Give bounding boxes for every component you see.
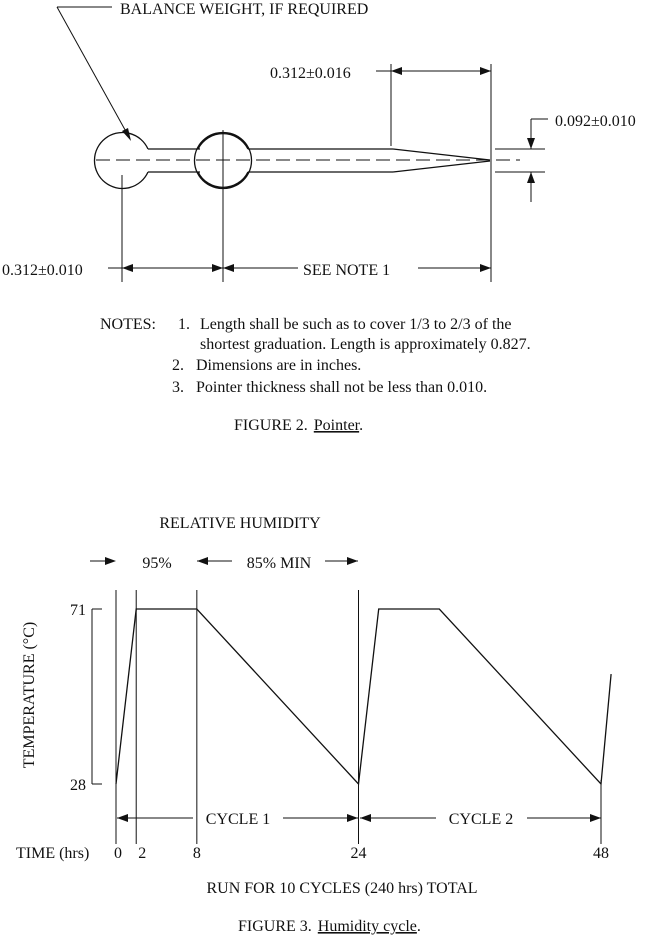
dim-tip-length: 0.312±0.016 — [270, 65, 351, 82]
figure-3-caption-suffix: . — [416, 918, 421, 935]
cycle-1-arrowhead-right — [347, 814, 358, 822]
cycle-1-arrowhead-left — [117, 814, 128, 822]
notes-heading: NOTES: — [100, 316, 156, 333]
cycle-2-label: CYCLE 2 — [448, 811, 514, 828]
figure-3-caption-prefix: FIGURE 3. — [238, 918, 312, 935]
dim-width-arrow-top — [527, 138, 535, 149]
x-tick-label: 48 — [593, 845, 609, 862]
humidity-band-low-arrowhead-right — [347, 557, 358, 565]
x-tick-label: 2 — [138, 845, 147, 862]
humidity-heading: RELATIVE HUMIDITY — [159, 515, 321, 532]
figure-2-caption-suffix: . — [359, 417, 364, 434]
time-markers — [116, 590, 601, 844]
note-1-line-1: Length shall be such as to cover 1/3 to 2/3 of the — [200, 316, 512, 333]
y-tick-label: 28 — [70, 777, 86, 794]
note-3-text: Pointer thickness shall not be less than 0.010. — [196, 379, 488, 396]
temperature-curve — [116, 609, 611, 784]
dim-width: 0.092±0.010 — [555, 113, 636, 130]
dim-length-arrow-left — [223, 264, 234, 272]
x-tick-labels — [114, 845, 609, 862]
dim-pitch-arrow-right — [212, 264, 223, 272]
figure-3-humidity-cycle — [16, 515, 611, 935]
x-tick-label: 8 — [192, 845, 201, 862]
cycle-2-arrowhead-left — [360, 814, 371, 822]
y-axis-label: TEMPERATURE (°C) — [21, 621, 38, 769]
dim-see-note: SEE NOTE 1 — [303, 262, 391, 279]
dim-width-arrow-bottom — [527, 172, 535, 183]
figure-3-caption — [238, 918, 421, 935]
figure-2-caption-title: Pointer — [313, 417, 360, 434]
run-note: RUN FOR 10 CYCLES (240 hrs) TOTAL — [206, 880, 478, 897]
figure-3-caption-title: Humidity cycle — [317, 918, 417, 935]
note-1-line-2: shortest graduation. Length is approximately 0.827. — [200, 336, 531, 353]
cycle-1-label: CYCLE 1 — [205, 811, 271, 828]
note-3-number: 3. — [172, 379, 184, 396]
humidity-band-left-arrowhead — [105, 557, 116, 565]
y-tick-labels — [70, 602, 86, 794]
note-2-number: 2. — [172, 357, 184, 374]
humidity-band-low-arrowhead-left — [197, 557, 208, 565]
dim-tip-arrow-right — [480, 67, 491, 75]
tip-top-edge — [393, 149, 490, 160]
humidity-low: 85% MIN — [246, 555, 312, 572]
callout-arrowhead — [122, 128, 131, 141]
humidity-high: 95% — [142, 555, 172, 572]
x-tick-label: 24 — [350, 845, 367, 862]
callout-balance-weight: BALANCE WEIGHT, IF REQUIRED — [120, 1, 369, 18]
tip-bottom-edge — [393, 161, 490, 172]
x-tick-label: 0 — [114, 845, 122, 862]
y-tick-label: 71 — [70, 602, 86, 619]
cycle-2-arrowhead-right — [590, 814, 601, 822]
dim-tip-arrow-left — [391, 67, 402, 75]
figure-2-caption-prefix: FIGURE 2. — [234, 417, 308, 434]
figure-2-caption — [234, 417, 363, 434]
figure-2-pointer — [2, 1, 636, 434]
note-1-number: 1. — [178, 316, 190, 333]
dim-pitch-arrow-left — [122, 264, 133, 272]
x-axis-label: TIME (hrs) — [16, 845, 90, 862]
note-2-text: Dimensions are in inches. — [196, 357, 362, 374]
dim-ball-pitch: 0.312±0.010 — [2, 262, 83, 279]
callout-leader-diagonal — [57, 7, 129, 137]
dim-length-arrow-right — [480, 264, 491, 272]
